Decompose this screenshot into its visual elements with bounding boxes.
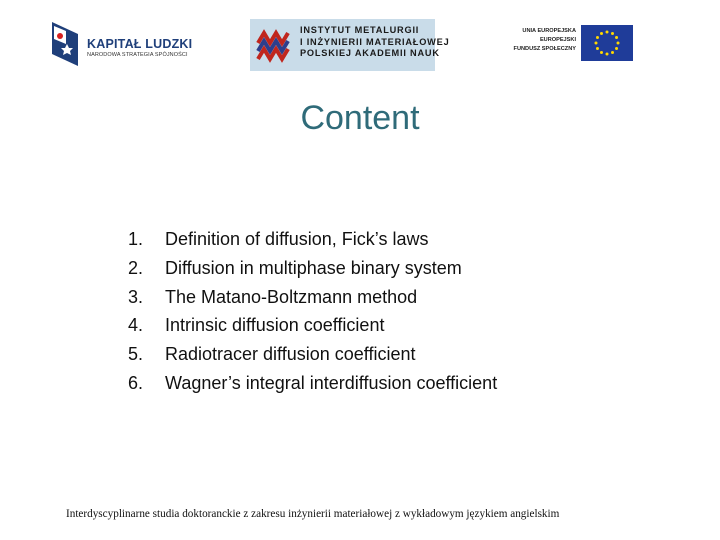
institute-logo [250, 19, 450, 71]
eu-star-icon [600, 32, 603, 35]
item-text: Definition of diffusion, Fick’s laws [165, 229, 429, 249]
kapital-ludzki-emblem-icon [50, 20, 80, 68]
item-number: 2. [128, 257, 144, 278]
eu-star-icon [600, 51, 603, 54]
eu-flag-icon [581, 25, 633, 61]
item-text: Diffusion in multiphase binary system [165, 257, 462, 278]
eu-star-icon [615, 36, 618, 39]
eu-star-icon [615, 47, 618, 50]
item-number: 5. [128, 344, 144, 365]
item-text: Radiotracer diffusion coefficient [165, 344, 416, 365]
eu-star-icon [596, 47, 599, 50]
item-number: 3. [128, 286, 144, 307]
institute-emblem-icon [256, 29, 292, 63]
eu-line-1: UNIA EUROPEJSKA [522, 28, 576, 34]
item-number: 1. [128, 229, 144, 249]
eu-text [500, 27, 576, 54]
eu-star-icon [611, 32, 614, 35]
institute-name [300, 25, 449, 60]
eu-line-3: FUNDUSZ SPOŁECZNY [513, 46, 576, 52]
institute-line-2: I INŻYNIERII MATERIAŁOWEJ [300, 36, 450, 47]
slide-title: Content [300, 99, 420, 137]
item-text: Intrinsic diffusion coefficient [165, 315, 385, 336]
eu-star-icon [595, 42, 598, 45]
eu-line-2: EUROPEJSKI [539, 37, 576, 43]
item-text: Wagner’s integral interdiffusion coefficient [165, 372, 498, 393]
kapital-ludzki-subtitle: NARODOWA STRATEGIA SPÓJNOŚCI [87, 52, 188, 58]
eu-star-icon [606, 53, 609, 56]
eu-star-icon [611, 51, 614, 54]
kapital-ludzki-logo [50, 20, 195, 68]
item-number: 4. [128, 315, 144, 336]
eu-logo [500, 24, 634, 62]
eu-star-icon [617, 42, 620, 45]
institute-line-3: POLSKIEJ AKADEMII NAUK [300, 48, 440, 58]
eu-star-icon [606, 31, 609, 34]
item-number: 6. [128, 372, 144, 393]
kapital-ludzki-title: KAPITAŁ LUDZKI [87, 37, 193, 51]
eu-star-icon [596, 36, 599, 39]
item-text: The Matano-Boltzmann method [165, 286, 418, 307]
eu-flag-background [581, 25, 633, 61]
footer-text: Interdyscyplinarne studia doktoranckie z zakresu inżynierii materiałowej z wykładowym językiem angielskim [66, 508, 560, 520]
institute-line-1: INSTYTUT METALURGII [300, 25, 420, 35]
